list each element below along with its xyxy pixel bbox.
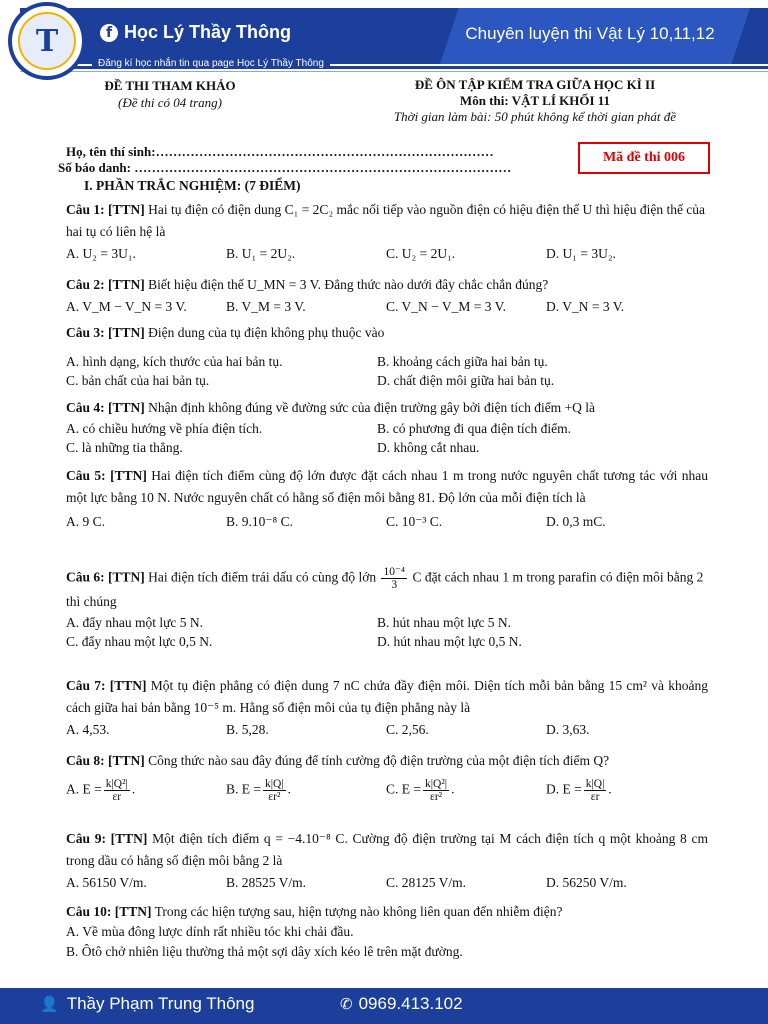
option-a[interactable]: A. V_M − V_N = 3 V. xyxy=(66,299,187,314)
question-1 xyxy=(66,199,708,265)
question-text: Hai tụ điện có điện dung C₁ = 2C₂ mắc nối tiếp vào nguồn điện có hiệu điện thế U thì hiệu điện thế của hai tụ có liên hệ là xyxy=(66,202,706,239)
question-10 xyxy=(66,902,708,962)
option-a[interactable]: A. Về mùa đông lược dính rất nhiều tóc khi chải đầu. xyxy=(66,924,354,939)
option-d[interactable]: D. 3,63. xyxy=(546,722,590,737)
option-b[interactable]: B. hút nhau một lực 5 N. xyxy=(377,615,512,630)
teacher-name: Thầy Phạm Trung Thông xyxy=(66,994,255,1013)
option-a[interactable]: A. có chiều hướng về phía điện tích. xyxy=(66,421,263,436)
question-label: Câu 9: [TTN] xyxy=(66,831,148,846)
option-d[interactable]: D. không cắt nhau. xyxy=(377,440,480,455)
exam-head-right xyxy=(330,77,740,125)
option-c[interactable]: C. V_N − V_M = 3 V. xyxy=(386,299,507,314)
question-label: Câu 1: [TTN] xyxy=(66,202,145,217)
option-d[interactable]: D. 56250 V/m. xyxy=(546,875,627,890)
brand-tagline: Chuyên luyện thi Vật Lý 10,11,12 xyxy=(465,24,715,43)
option-d[interactable]: D. 0,3 mC. xyxy=(546,514,606,529)
question-label: Câu 2: [TTN] xyxy=(66,277,145,292)
question-2 xyxy=(66,274,708,318)
question-3 xyxy=(66,322,708,390)
user-icon: 👤 xyxy=(40,995,59,1013)
exam-type: ĐỀ THI THAM KHẢO xyxy=(104,78,236,93)
brand-header xyxy=(0,0,768,80)
exam-time: Thời gian làm bài: 50 phút không kể thời gian phát đề xyxy=(393,109,677,124)
question-label: Câu 5: [TTN] xyxy=(66,468,147,483)
question-text: Trong các hiện tượng sau, hiện tượng nào không liên quan đến nhiễm điện? xyxy=(154,904,563,919)
page-count-note: (Đề thi có 04 trang) xyxy=(118,95,222,110)
option-c[interactable]: C. 10⁻³ C. xyxy=(386,514,443,529)
question-8 xyxy=(66,750,708,803)
exam-title: ĐỀ ÔN TẬP KIỂM TRA GIỮA HỌC KÌ II xyxy=(414,77,656,92)
question-5 xyxy=(66,465,708,533)
option-c[interactable]: C. U₂ = 2U₁. xyxy=(386,246,456,261)
footer-teacher xyxy=(40,994,254,1014)
option-d[interactable]: D. E = $\frac{k|Q|}{\varepsilon r}$ . xyxy=(546,778,612,803)
option-c[interactable]: C. đẩy nhau một lực 0,5 N. xyxy=(66,634,213,649)
phone-icon: ✆ xyxy=(340,995,353,1013)
question-label: Câu 8: [TTN] xyxy=(66,753,145,768)
option-b[interactable]: B. khoảng cách giữa hai bản tụ. xyxy=(377,354,548,369)
option-c[interactable]: C. 28125 V/m. xyxy=(386,875,467,890)
option-a[interactable]: A. 9 C. xyxy=(66,514,106,529)
option-b[interactable]: B. có phương đi qua điện tích điểm. xyxy=(377,421,572,436)
option-b[interactable]: B. 28525 V/m. xyxy=(226,875,307,890)
option-a[interactable]: A. 4,53. xyxy=(66,722,110,737)
question-label: Câu 6: [TTN] xyxy=(66,569,145,585)
header-divider-thin xyxy=(20,71,768,72)
formula-fraction: $\frac{\text{k|Q²|}}{\text{εr²}}$ xyxy=(425,778,448,803)
logo-letter: T xyxy=(18,12,76,70)
option-c[interactable]: C. E = $\frac{\text{k|Q²|}}{\text{εr²}}$ . xyxy=(386,778,455,803)
exam-code-box: Mã đề thi 006 xyxy=(578,142,710,174)
option-b[interactable]: B. U₁ = 2U₂. xyxy=(226,246,296,261)
option-d[interactable]: D. chất điện môi giữa hai bản tụ. xyxy=(377,373,555,388)
candidate-id-line: Số báo danh: …………………………………………………………………………… xyxy=(58,160,512,175)
option-b[interactable]: B. Ôtô chở nhiên liệu thường thả một sợi dây xích kéo lê trên mặt đường. xyxy=(66,944,463,959)
option-c[interactable]: C. 2,56. xyxy=(386,722,429,737)
brand-title xyxy=(100,22,291,43)
question-label: Câu 10: [TTN] xyxy=(66,904,152,919)
candidate-info xyxy=(58,144,511,176)
charge-fraction: $\frac{\text{10⁻⁴}}{3}$ xyxy=(383,566,406,591)
option-b[interactable]: B. 9.10⁻⁸ C. xyxy=(226,514,293,529)
exam-subject: Môn thi: VẬT LÍ KHỐI 11 xyxy=(459,93,611,108)
question-text: Nhận định không đúng về đường sức của điện trường gây bởi điện tích điểm +Q là xyxy=(148,400,596,415)
option-d[interactable]: D. U₁ = 3U₂. xyxy=(546,246,616,261)
phone-number: 0969.413.102 xyxy=(358,994,463,1013)
question-4 xyxy=(66,397,708,457)
brand-subtitle: Đăng kí học nhắn tin qua page Học Lý Thầy Thông xyxy=(92,58,330,69)
question-text: Hai điện tích điểm cùng độ lớn được đặt cách nhau 1 m trong nước nguyên chất tương tác với nhau một lực bằng 10 N. Nước nguyên chất có hằng số điện môi bằng 81. Độ lớn của mỗi điện tích là xyxy=(66,468,708,505)
question-7 xyxy=(66,675,708,741)
option-a[interactable]: A. E = $\frac{\text{k|Q²|}}{\varepsilon r}$ . xyxy=(66,778,136,803)
question-text: Một tụ điện phẳng có điện dung 7 nC chứa đầy điện môi. Diện tích mỗi bản bằng 15 cm² và khoảng cách giữa hai bản bằng 10⁻⁵ m. Hằng số điện môi của tụ điện phẳng này là xyxy=(66,678,708,715)
option-a[interactable]: A. 56150 V/m. xyxy=(66,875,147,890)
question-6 xyxy=(66,566,708,651)
facebook-icon: f xyxy=(100,24,118,42)
question-text-before: Hai điện tích điểm trái dấu có cùng độ lớn xyxy=(148,569,377,585)
option-a[interactable]: A. hình dạng, kích thước của hai bản tụ. xyxy=(66,354,283,369)
formula-fraction: $\frac{k|Q|}{\varepsilon r}$ xyxy=(585,778,605,803)
brand-name: Học Lý Thầy Thông xyxy=(124,22,292,42)
exam-head-left xyxy=(60,77,280,111)
option-a[interactable]: A. U₂ = 3U₁. xyxy=(66,246,136,261)
option-c[interactable]: C. bản chất của hai bản tụ. xyxy=(66,373,210,388)
section-title: I. PHẦN TRẮC NGHIỆM: (7 ĐIỂM) xyxy=(84,178,301,193)
question-text: Một điện tích điểm q = −4.10⁻⁸ C. Cường độ điện trường tại M cách điện tích q một khoảng 8 cm trong dầu có hằng số điện môi bằng 2 là xyxy=(66,831,708,868)
question-label: Câu 4: [TTN] xyxy=(66,400,145,415)
option-d[interactable]: D. hút nhau một lực 0,5 N. xyxy=(377,634,522,649)
option-b[interactable]: B. 5,28. xyxy=(226,722,269,737)
formula-fraction: $\frac{\text{k|Q²|}}{\varepsilon r}$ xyxy=(105,778,128,803)
formula-fraction: $\frac{k|Q|}{\text{εr²}}$ xyxy=(265,778,284,803)
question-9 xyxy=(66,828,708,894)
question-text: Công thức nào sau đây đúng để tính cường độ điện trường của một điện tích điểm Q? xyxy=(148,753,610,768)
question-text: Điện dung của tụ điện không phụ thuộc vào xyxy=(148,325,385,340)
option-c[interactable]: C. là những tia thẳng. xyxy=(66,440,183,455)
option-b[interactable]: B. E = $\frac{k|Q|}{\text{εr²}}$ . xyxy=(226,778,292,803)
question-label: Câu 7: [TTN] xyxy=(66,678,147,693)
question-text-after: C đặt cách nhau 1 m trong parafin có điện môi bằng 2 thì chúng xyxy=(66,569,704,609)
option-a[interactable]: A. đẩy nhau một lực 5 N. xyxy=(66,615,204,630)
candidate-name-line: Họ, tên thí sinh:…………………………………………………………………… xyxy=(66,144,494,159)
option-b[interactable]: B. V_M = 3 V. xyxy=(226,299,306,314)
question-label: Câu 3: [TTN] xyxy=(66,325,145,340)
option-d[interactable]: D. V_N = 3 V. xyxy=(546,299,625,314)
brand-logo xyxy=(8,2,86,80)
question-text: Biết hiệu điện thế U_MN = 3 V. Đẳng thức nào dưới đây chắc chắn đúng? xyxy=(148,277,549,292)
footer-phone xyxy=(340,994,463,1014)
